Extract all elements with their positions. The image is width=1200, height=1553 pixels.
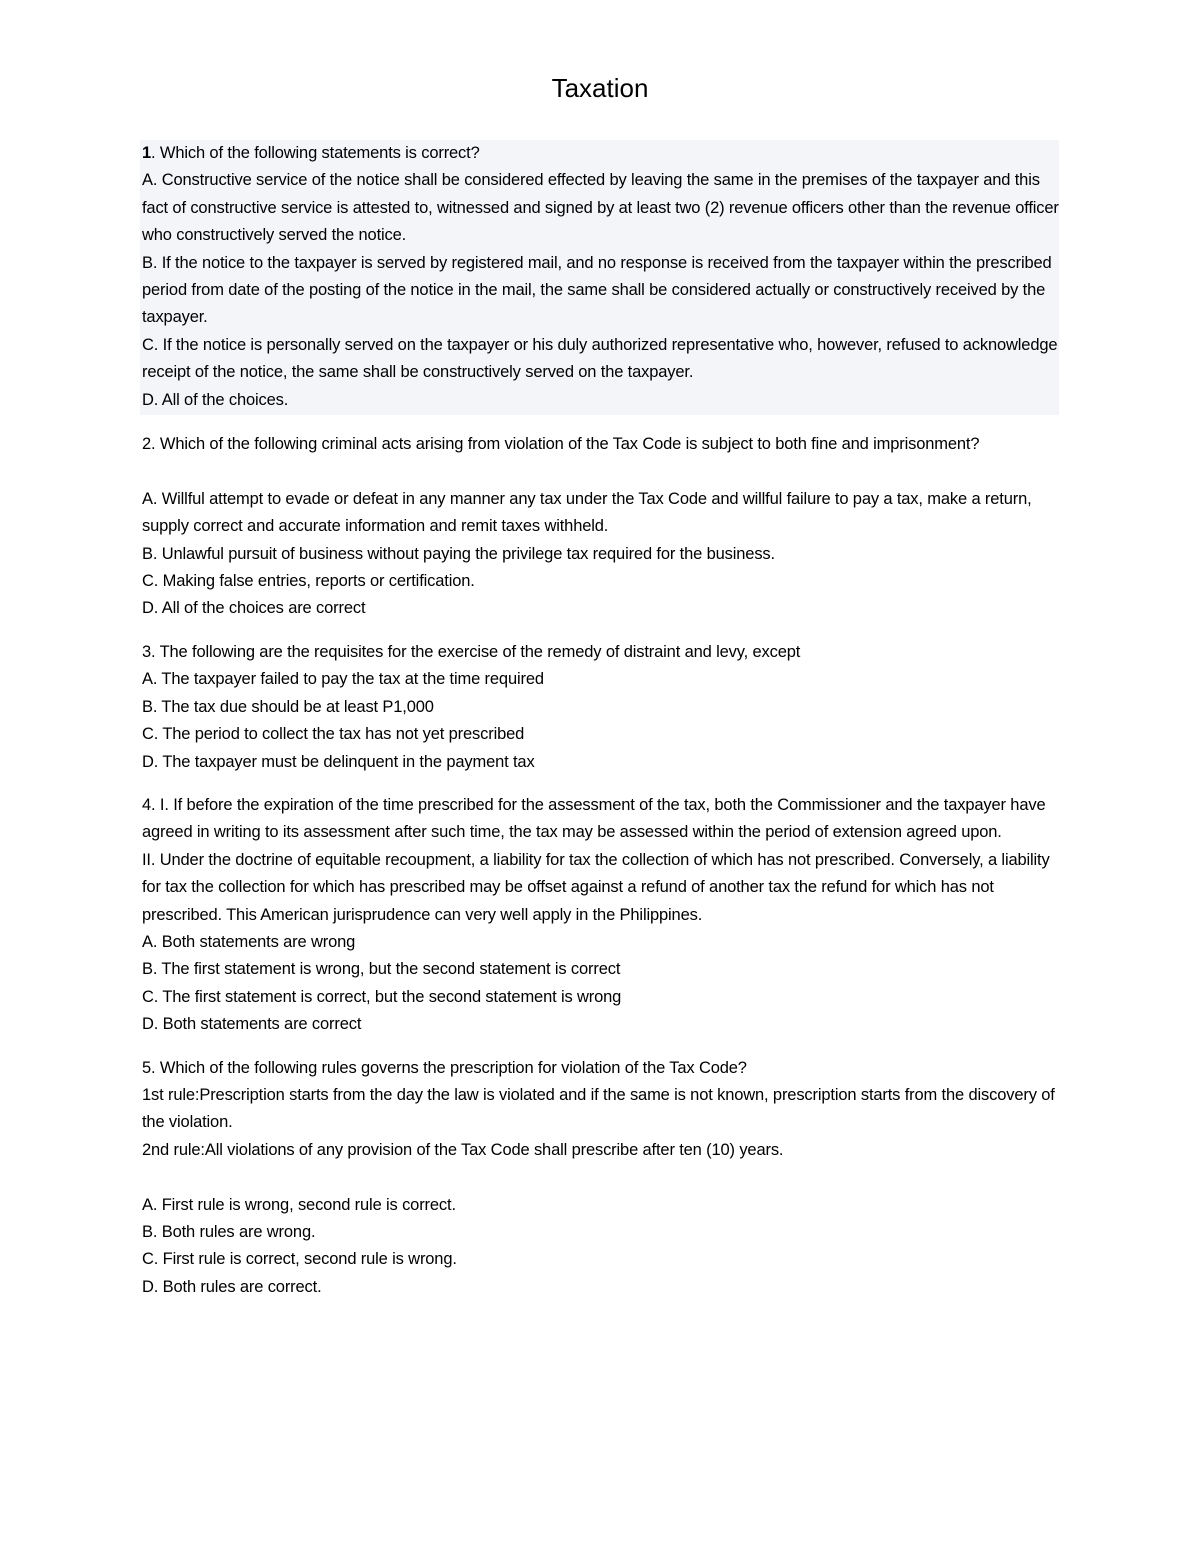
question-5 <box>142 1055 1059 1302</box>
option-d: D. The taxpayer must be delinquent in the payment tax <box>142 752 535 771</box>
question-number: 2 <box>142 435 152 454</box>
question-stem: 1. Which of the following statements is correct? <box>142 144 480 162</box>
question-1 <box>140 140 1059 415</box>
option-a: A. First rule is wrong, second rule is correct. <box>142 1195 456 1214</box>
question-number: 3 <box>142 642 152 661</box>
option-a: A. The taxpayer failed to pay the tax at the time required <box>142 670 544 689</box>
option-a: A. Constructive service of the notice shall be considered effected by leaving the same in the premises of the taxpayer and this fact of constructive service is attested to, witnessed and signed by at least two (2) revenue officers other than the revenue officer who constructively served the notice. <box>142 171 1059 245</box>
question-number: 1 <box>142 144 152 162</box>
option-c: C. The first statement is correct, but the second statement is wrong <box>142 987 622 1006</box>
question-stem: 4. I. If before the expiration of the time prescribed for the assessment of the tax, both the Commissioner and the taxpayer have agreed in writing to its assessment after such time, the tax may be assessed within the period of extension agreed upon. <box>142 795 1046 842</box>
question-2 <box>142 431 1059 623</box>
document-title: Taxation <box>551 73 649 103</box>
rule-1: 1st rule:Prescription starts from the day the law is violated and if the same is not known, prescription starts from the discovery of the violation. <box>142 1085 1055 1132</box>
question-stem-statement-2: II. Under the doctrine of equitable recoupment, a liability for tax the collection of which has not prescribed. Conversely, a liability for tax the collection for which has prescribed may be offset against a refund of another tax the refund for which has not prescribed. This American jurisprudence can very well apply in the Philippines. <box>142 850 1050 924</box>
option-b: B. Unlawful pursuit of business without paying the privilege tax required for the business. <box>142 544 775 563</box>
option-d: D. All of the choices are correct <box>142 599 366 618</box>
rule-2: 2nd rule:All violations of any provision of the Tax Code shall prescribe after ten (10) years. <box>142 1140 784 1159</box>
question-stem: 3. The following are the requisites for the exercise of the remedy of distraint and levy, except <box>142 642 801 661</box>
option-b: B. The tax due should be at least P1,000 <box>142 697 434 716</box>
option-d: D. All of the choices. <box>142 390 289 409</box>
question-stem: 2. Which of the following criminal acts arising from violation of the Tax Code is subject to both fine and imprisonment? <box>142 435 980 454</box>
question-3 <box>142 639 1059 776</box>
question-number: 5 <box>142 1058 152 1077</box>
question-number: 4 <box>142 795 152 814</box>
option-b: B. If the notice to the taxpayer is served by registered mail, and no response is received from the taxpayer within the prescribed period from date of the posting of the notice in the mail, the same shall be considered actually or constructively received by the taxpayer. <box>142 253 1052 327</box>
option-a: A. Both statements are wrong <box>142 932 356 951</box>
option-b: B. Both rules are wrong. <box>142 1223 316 1241</box>
question-4 <box>142 792 1059 1039</box>
option-c: C. Making false entries, reports or certification. <box>142 572 475 591</box>
option-a: A. Willful attempt to evade or defeat in any manner any tax under the Tax Code and willful failure to pay a tax, make a return, supply correct and accurate information and remit taxes withheld. <box>142 489 1032 536</box>
option-c: C. The period to collect the tax has not yet prescribed <box>142 725 525 744</box>
question-stem: 5. Which of the following rules governs the prescription for violation of the Tax Code? <box>142 1058 747 1077</box>
option-d: D. Both rules are correct. <box>142 1277 322 1296</box>
option-b: B. The first statement is wrong, but the second statement is correct <box>142 960 621 979</box>
document-content <box>142 140 1059 1301</box>
option-c: C. First rule is correct, second rule is wrong. <box>142 1250 457 1269</box>
option-d: D. Both statements are correct <box>142 1015 362 1034</box>
option-c: C. If the notice is personally served on the taxpayer or his duly authorized representative who, however, refused to acknowledge receipt of the notice, the same shall be constructively served on the taxpayer. <box>142 335 1058 382</box>
